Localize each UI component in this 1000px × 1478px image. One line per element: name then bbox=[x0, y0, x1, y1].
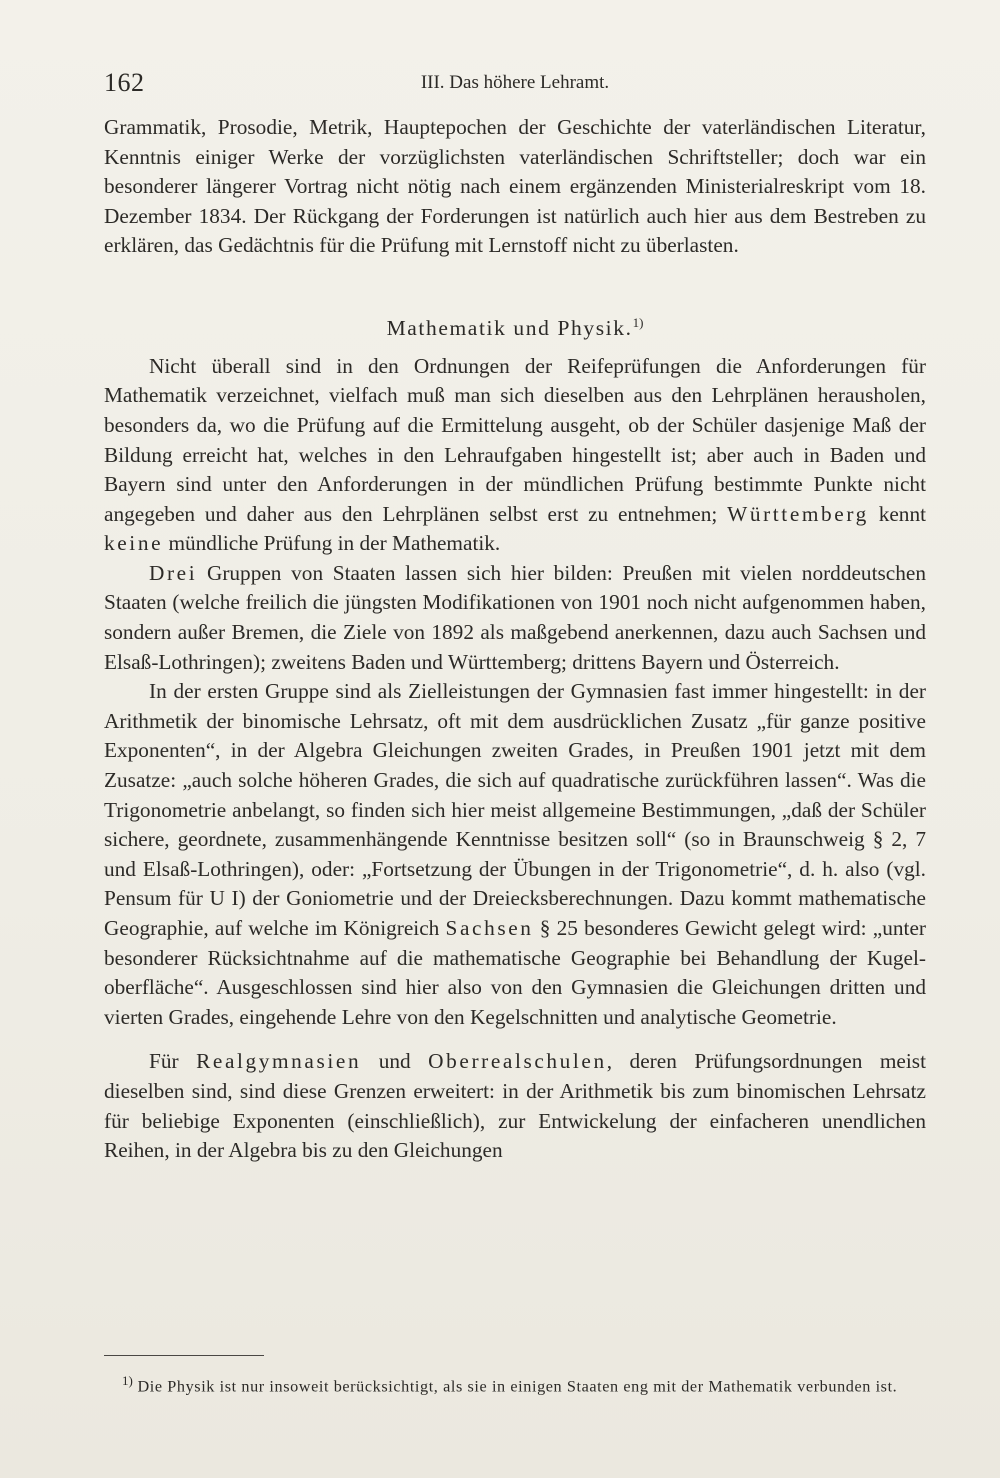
page-number: 162 bbox=[104, 68, 145, 97]
footnote-paragraph bbox=[104, 1370, 926, 1397]
footnote-text: Die Physik ist nur insoweit berücksichtigt, als sie in einigen Staaten eng mit der Mathematik verbunden ist. bbox=[132, 1377, 898, 1396]
paragraph-text: Nicht überall sind in den Ordnungen der Reifeprüfungen die Anforderungen für Mathematik verzeichnet, vielfach muß man sich dieselben aus den Lehrplänen herausholen, besonders da, wo die Prüfung auf die Ermittelung ausgeht, ob der Schüler dasjenige Maß der Bildung erreicht hat, welches in den Lehraufgaben hingestellt ist; aber auch in Baden und Bayern sind unter den Anforderungen in der mündlichen Prüfung bestimmte Punkte nicht angegeben und daher aus den Lehrplänen selbst erst zu entnehmen; bbox=[104, 353, 926, 526]
paragraph-text: In der ersten Gruppe sind als Zielleistungen der Gymnasien fast immer hingestellt: in der Arithmetik der binomische Lehrsatz, oft mit dem ausdrücklichen Zusatz „für ganze positive Exponenten“, in der Algebra Gleichungen zweiten Grades, in Preußen 1901 jetzt mit dem Zusatze: „auch solche höheren Grades, die sich auf quadratische zurückführen lassen“. Was die Trigonometrie anbelangt, so finden sich hier meist allgemeine Bestimmungen, „daß der Schüler sichere, geordnete, zusammenhängende Kenntnisse besitzen soll“ (so in Braunschweig § 2, 7 und Elsaß-Lothringen), oder: „Fortsetzung der Übungen in der Trigonometrie“, d. h. also (vgl. Pensum für U I) der Goniometrie und der Dreiecksberechnungen. Dazu kommt mathematische Geographie, auf welche im Königreich bbox=[104, 679, 926, 940]
running-head: III. Das höhere Lehramt. bbox=[420, 72, 610, 93]
paragraph-gap bbox=[104, 1032, 926, 1047]
paragraph-5 bbox=[104, 1047, 926, 1165]
paragraph-text: Gruppen von Staaten lassen sich hier bilden: Preußen mit vielen norddeutschen Staaten (welche freilich die jüngsten Modifikationen von 1901 noch nicht aufgenommen haben, sondern außer Bremen, die Ziele von 1892 als maßgebend anerkennen, dazu auch Sachsen und Elsaß-Lothringen); zweitens Baden und Württemberg; drittens Bayern und Österreich. bbox=[104, 560, 926, 674]
section-heading bbox=[104, 308, 926, 344]
paragraph-text: , deren Prüfungsordnungen meist dieselben sind, sind diese Grenzen erweitert: in der Arithmetik bis zum binomischen Lehrsatz für beliebige Exponenten (einschließlich), zur Entwickelung der einfacheren unendlichen Reihen, in der Algebra bis zu den Gleichungen bbox=[104, 1049, 926, 1163]
paragraph-text: mündliche Prüfung in der Mathematik. bbox=[163, 531, 501, 556]
spaced-emphasis: Oberrealschulen bbox=[428, 1049, 607, 1074]
paragraph-3 bbox=[104, 559, 926, 677]
paragraph-text: Für bbox=[149, 1049, 197, 1074]
spaced-emphasis: Realgymnasien bbox=[196, 1049, 362, 1074]
paragraph-1: Grammatik, Prosodie, Metrik, Hauptepochen der Geschichte der vaterländischen Literatur, Kenntnis einiger Werke der vorzüglichsten vaterländischen Schriftsteller; doch war ein besonderer längerer Vortrag nicht nötig nach einem ergänzenden Ministerialreskript vom 18. Dezember 1834. Der Rückgang der Forderungen ist natürlich auch hier aus dem Bestreben zu erklären, das Gedächtnis für die Prüfung mit Lernstoff nicht zu überlasten. bbox=[104, 115, 926, 258]
paragraph-text: kennt bbox=[868, 501, 927, 526]
paragraph-2 bbox=[104, 352, 926, 559]
footnote-mark: 1) bbox=[122, 1373, 133, 1388]
spaced-emphasis: keine bbox=[104, 531, 164, 556]
paragraph-text: und bbox=[361, 1049, 429, 1074]
footnote bbox=[104, 1370, 926, 1397]
spaced-emphasis: Württemberg bbox=[727, 501, 869, 526]
page-body bbox=[104, 113, 926, 1166]
spaced-emphasis: Sachsen bbox=[445, 916, 534, 940]
paragraph-4 bbox=[104, 677, 926, 1032]
paragraph-text: § 25 besonderes Gewicht gelegt wird: „unter besonderer Rücksichtnahme auf die mathematische Geographie bei Behandlung der Kugeloberfläche“. Ausgeschlossen sind hier also von den Gymnasien die Gleichungen dritten und vierten Grades, eingehende Lehre von den Kegelschnitten und analytische Geometrie. bbox=[104, 916, 926, 1029]
spaced-emphasis: Drei bbox=[149, 560, 198, 585]
page-header bbox=[104, 64, 926, 104]
section-title: Mathematik und Physik. bbox=[386, 316, 633, 341]
footnote-reference: 1) bbox=[632, 314, 644, 330]
footnote-rule bbox=[104, 1355, 264, 1356]
